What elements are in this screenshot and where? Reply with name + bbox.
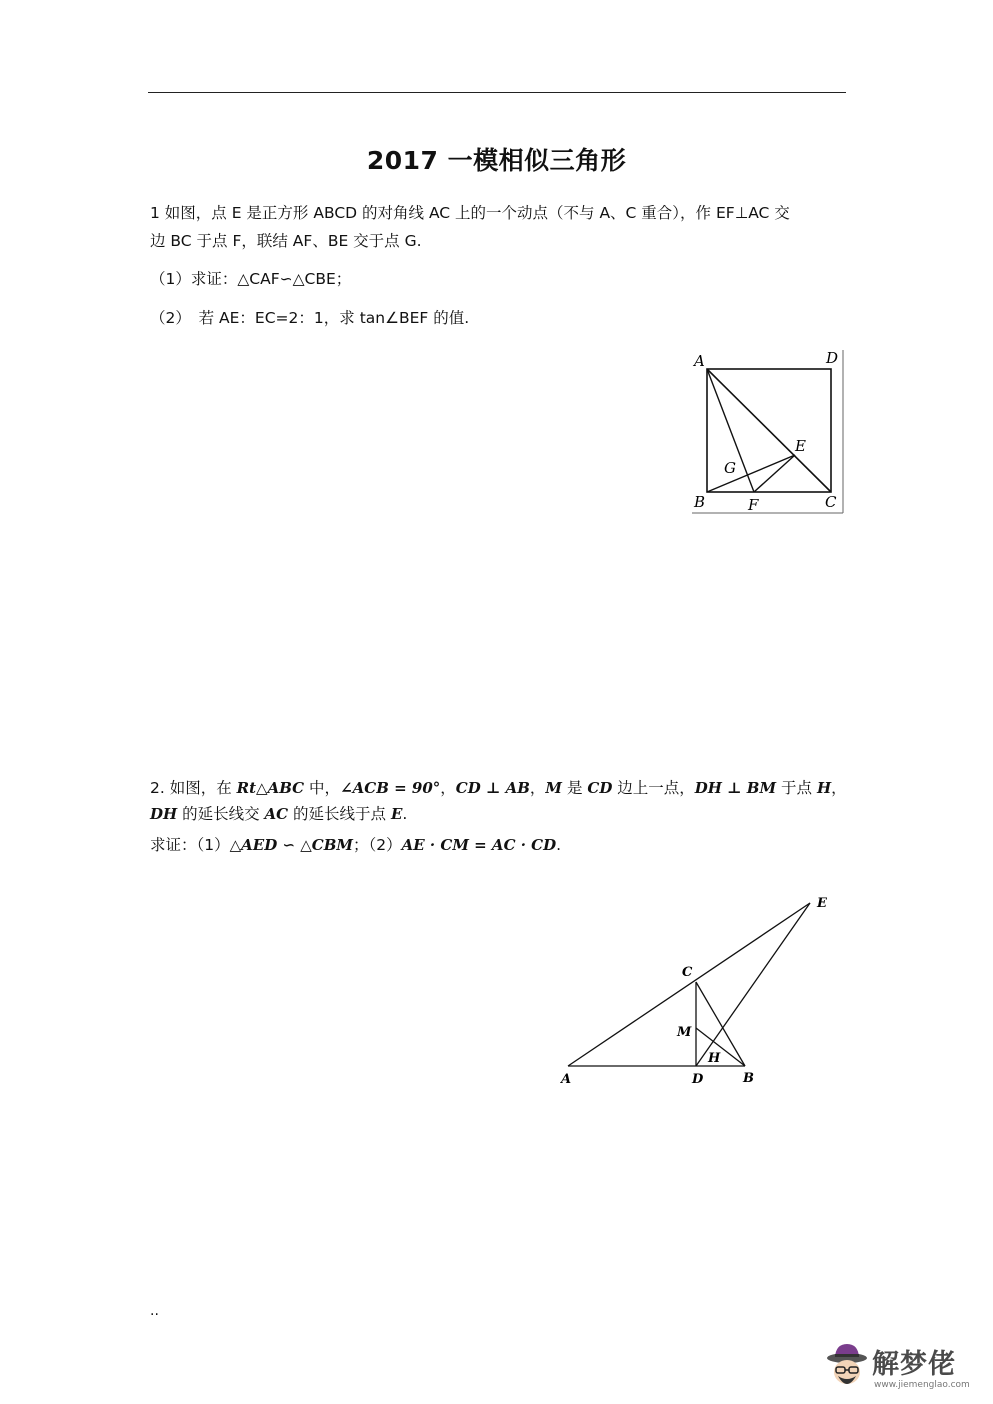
q2-text: 是 (562, 779, 588, 797)
q1-label-e: E (795, 437, 806, 455)
watermark (822, 1340, 990, 1396)
q2-math: CD ⊥ AB (455, 779, 530, 797)
q2-math: DH (150, 805, 178, 823)
q2-math: AE · CM = AC · CD (401, 836, 557, 854)
q2-label-m: M (677, 1025, 692, 1040)
q2-text: 的延长线交 (177, 805, 265, 823)
q2-text: ， (831, 779, 847, 797)
q2-text: 2. 如图，在 (150, 779, 237, 797)
q1-line2: 边 BC 于点 F，联结 AF、BE 交于点 G. (150, 232, 422, 250)
q2-math: CD (587, 779, 613, 797)
q2-text: 的延长线于点 (288, 805, 391, 823)
q1-square-figure (686, 345, 848, 517)
q2-text: ， (529, 779, 546, 797)
q2-label-a: A (561, 1072, 572, 1087)
q2-math: Rt△ABC (236, 779, 305, 797)
q2-math: H (816, 779, 832, 797)
q1-part1: （1）求证：△CAF∽△CBE； (150, 270, 352, 288)
q2-line1 (150, 776, 847, 798)
header-rule (148, 92, 846, 93)
q2-math: E (390, 805, 403, 823)
q1-line1: 1 如图，点 E 是正方形 ABCD 的对角线 AC 上的一个动点（不与 A、C 重合），作 EF⊥AC 交 (150, 204, 790, 222)
q2-line2 (150, 802, 407, 824)
q2-label-e: E (817, 896, 827, 911)
q1-label-c: C (825, 493, 837, 511)
q2-text: 中， (304, 779, 341, 797)
q1-label-g: G (724, 459, 736, 477)
q2-label-h: H (708, 1051, 721, 1066)
q2-text: ；（2） (353, 836, 402, 854)
q2-label-b: B (743, 1071, 754, 1086)
q2-math: ∠ACB = 90° (340, 779, 441, 797)
footer-dots: .. (150, 1303, 159, 1319)
q2-math: △AED ∽ △CBM (229, 836, 354, 854)
detective-mascot-icon (824, 1342, 870, 1394)
q2-text: 边上一点， (612, 779, 695, 797)
page-title: 2017 一模相似三角形 (366, 146, 627, 175)
q2-text: ， (440, 779, 456, 797)
q1-part2: （2） 若 AE：EC=2：1，求 tan∠BEF 的值. (150, 309, 470, 327)
q2-math: DH ⊥ BM (694, 779, 777, 797)
q1-label-f: F (748, 496, 759, 514)
q1-label-b: B (694, 493, 706, 511)
q2-text: 求证：（1） (150, 836, 230, 854)
q1-label-a: A (694, 352, 705, 370)
q2-text: . (556, 836, 562, 854)
q2-triangle-figure (552, 890, 842, 1095)
q2-math: M (545, 779, 563, 797)
q2-line3 (150, 833, 561, 855)
q2-text: . (402, 805, 408, 823)
q1-label-d: D (826, 349, 839, 367)
q2-label-c: C (682, 965, 693, 980)
q2-label-d: D (692, 1072, 704, 1087)
watermark-url: www.jiemenglao.com (874, 1380, 970, 1390)
q2-text: 于点 (776, 779, 817, 797)
watermark-name: 解梦佬 (872, 1349, 956, 1380)
q2-math: AC (264, 805, 289, 823)
